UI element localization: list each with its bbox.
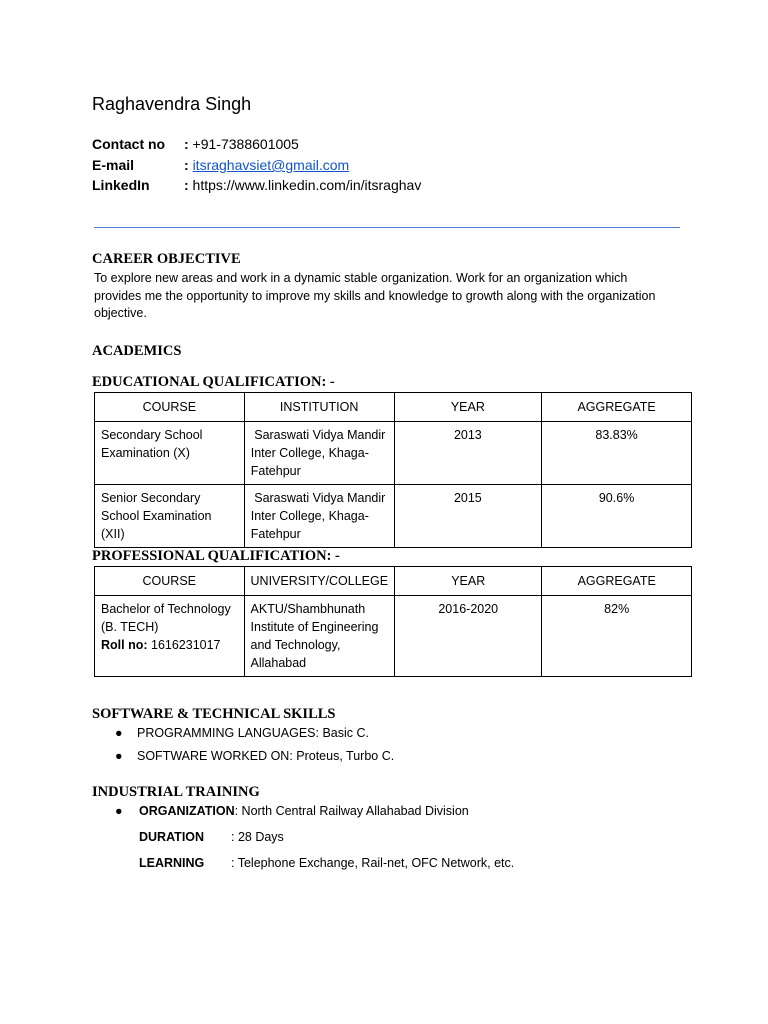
year-cell: 2015 [394, 485, 542, 548]
course-cell [95, 596, 245, 677]
training-org-row [115, 804, 469, 818]
bullet-icon: ● [115, 726, 123, 740]
aggregate-cell: 90.6% [542, 485, 692, 548]
contact-label: E-mail [92, 157, 135, 173]
header-divider [94, 227, 680, 228]
table-header-row [95, 393, 692, 422]
course-cell: Senior Secondary School Examination (XII) [95, 485, 245, 548]
col-header: YEAR [394, 393, 542, 422]
institution-cell: Saraswati Vidya Mandir Inter College, Khaga- Fatehpur [244, 422, 394, 485]
col-header: INSTITUTION [244, 393, 394, 422]
year-cell: 2016-2020 [395, 596, 542, 677]
col-header: AGGREGATE [542, 393, 692, 422]
skills-heading: SOFTWARE & TECHNICAL SKILLS [92, 706, 336, 722]
training-heading: INDUSTRIAL TRAINING [92, 784, 260, 800]
table-row [95, 596, 692, 677]
col-header: UNIVERSITY/COLLEGE [244, 567, 395, 596]
edu-heading: EDUCATIONAL QUALIFICATION: - [92, 374, 335, 390]
table-row [95, 485, 692, 548]
prof-heading: PROFESSIONAL QUALIFICATION: - [92, 548, 340, 564]
institution-cell: Saraswati Vidya Mandir Inter College, Khaga- Fatehpur [244, 485, 394, 548]
list-item [115, 726, 369, 740]
course-name: Bachelor of Technology (B. TECH) [101, 602, 231, 634]
contact-row-phone [92, 134, 299, 154]
list-item [115, 749, 394, 763]
linkedin-value: https://www.linkedin.com/in/itsraghav [188, 177, 422, 193]
email-link[interactable]: itsraghavsiet@gmail.com [192, 157, 350, 173]
bullet-icon: ● [115, 804, 123, 818]
contact-label: Contact no [92, 136, 166, 152]
org-value: : North Central Railway Allahabad Division [234, 804, 469, 818]
contact-row-email [92, 155, 349, 175]
bullet-icon: ● [115, 749, 123, 763]
prof-table [94, 566, 692, 677]
duration-value: : 28 Days [231, 830, 284, 844]
aggregate-cell: 82% [542, 596, 692, 677]
contact-label: LinkedIn [92, 177, 150, 193]
org-label: ORGANIZATION [139, 804, 235, 818]
career-heading: CAREER OBJECTIVE [92, 251, 241, 267]
edu-table [94, 392, 692, 548]
candidate-name: Raghavendra Singh [92, 94, 252, 114]
table-row [95, 422, 692, 485]
col-header: COURSE [95, 393, 245, 422]
course-cell: Secondary School Examination (X) [95, 422, 245, 485]
phone-value: +91-7388601005 [188, 136, 299, 152]
contact-sep: : [184, 136, 189, 152]
col-header: COURSE [95, 567, 245, 596]
duration-label: DURATION [139, 830, 205, 844]
col-header: AGGREGATE [542, 567, 692, 596]
roll-label: Roll no: [101, 638, 148, 652]
skill-text: PROGRAMMING LANGUAGES: Basic C. [137, 726, 369, 740]
training-duration-row [139, 830, 284, 844]
aggregate-cell: 83.83% [542, 422, 692, 485]
col-header: YEAR [395, 567, 542, 596]
skill-text: SOFTWARE WORKED ON: Proteus, Turbo C. [137, 749, 395, 763]
contact-row-linkedin [92, 175, 421, 195]
roll-value: 1616231017 [147, 638, 221, 652]
institution-cell: AKTU/Shambhunath Institute of Engineering and Technology, Allahabad [244, 596, 395, 677]
learning-value: : Telephone Exchange, Rail-net, OFC Network, etc. [231, 856, 515, 870]
contact-sep: : [184, 157, 189, 173]
training-learning-row [139, 856, 514, 870]
learning-label: LEARNING [139, 856, 205, 870]
table-header-row [95, 567, 692, 596]
contact-sep: : [184, 177, 189, 193]
academics-heading: ACADEMICS [92, 343, 182, 359]
career-text: To explore new areas and work in a dynamic stable organization. Work for an organization which provides me the opportunity to improve my skills and knowledge to growth along with the organization objective. [94, 271, 656, 320]
year-cell: 2013 [394, 422, 542, 485]
